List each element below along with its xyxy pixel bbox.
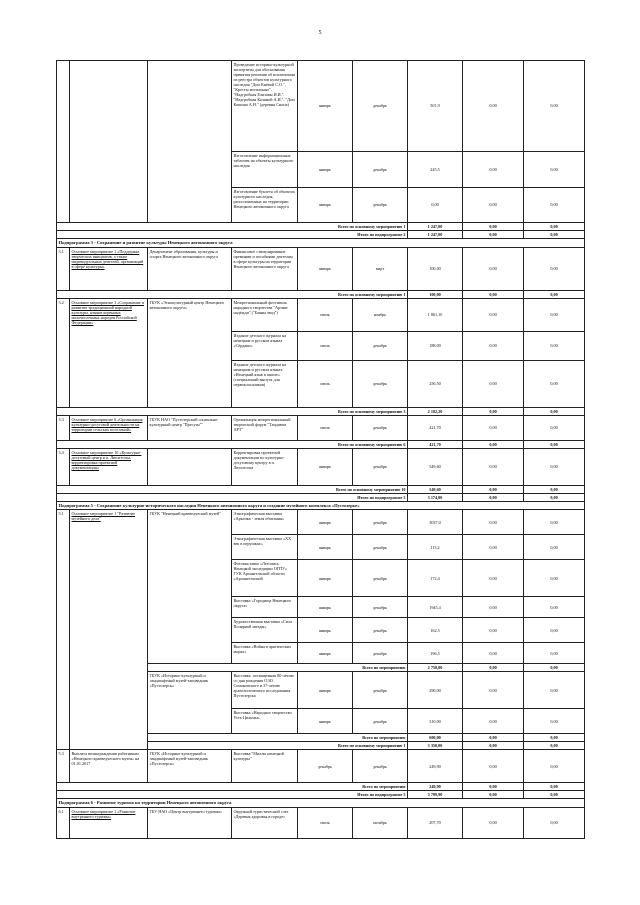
table-row: Издание детского журнала на ненецком и русском языках «Ненецкий язык в школе» (специальный выпуск для первоклассников) июль декабрь 256,50 0,00 0,00 [57,360,585,407]
page-number: 5 [318,30,322,36]
table-row: 5.1 Основное мероприятие 1 "Развитие музейного дела" ГБУК "Ненецкий краеведческий музей" Этнографическая выставка «Арктика - земля обитания» январь декабрь 3037,0 0,00 0,00 [57,510,585,535]
total-row: Всего по основному мероприятию 10 549,60 0,00 0,00 [57,485,585,493]
table-row: 3.4 Основное мероприятие 10 «Культурно-досуговый центр в п. Люситсока, корректировка проектной документации» Корректировка проектной документации по культурно-досуговому центру в п. Люситсока январь декабрь 549,60 0,00 0,00 [57,448,585,485]
table-row: Фотовыставка «Летопись Ненецкой экспедиции ОГПУ» ГУК Архангельской области «Архангельский январь декабрь 172,4 0,00 0,00 [57,560,585,597]
total-row: Всего по основному мероприятию 3 2 102,20 0,00 0,00 [57,407,585,415]
table-row: 3.2 Основное мероприятие 3 «Сохранение и развитие традиционной народной культуры, языков коренных малочисленных народов Российской Федерации» ГБУК «Этнокультурный центр Ненецкого автономного округа» Межрегиональный фестиваль народного творчества "Артинг надёжди" ("Баяны звод") июль ноябрь 1 861,10 0,00 0,00 [57,298,585,331]
total-row: Всего по основному мероприятию 1 3 350,00 0,00 0,00 [57,742,585,750]
table-row: Выставка «Народное творчество Усть-Цильмы» январь декабрь 310,00 0,00 0,00 [57,709,585,734]
section-header: Подпрограмма 5 - Сохранение культурно-исторического наследия Ненецкого автономного округа и создание музейного комплекса «Пустозерье» [57,501,585,510]
section-header: Подпрограмма 6 - Развитие туризма на территории Ненецкого автономного округа [57,799,585,808]
total-row: Всего по основному мероприятию 1 1 247,00 0,00 0,00 [57,223,585,231]
total-row: Итого по подпрограмме 3 3 174,00 0,00 0,00 [57,493,585,501]
total-row: Итого по подпрограмме 5 3 799,90 0,00 0,00 [57,791,585,799]
total-row: Всего по основному мероприятию 1 100,00 0,00 0,00 [57,290,585,298]
table-row: 3.3 Основное мероприятие 6 «Организация культурно-досуговой деятельности на территории сельских поселений» ГБУК НАО "Пустозерский социально-культурный центр "Пресуэн"" Организация межрегиональный творческий форум "Тандавэм АРТ" июль декабрь 421,70 0,00 0,00 [57,415,585,440]
section-header: Подпрограмма 3 - Сохранение и развитие культуры Ненецкого автономного округа [57,239,585,248]
table-row: Художественная выставка «Сила Полярной звезды» январь декабрь 162,5 0,00 0,00 [57,618,585,643]
table-row: Проведение историко-культурной экспертизы для обоснования принятия решения об исключении из реестра объектов культурного наследия "Дом Кнёвой С.О.", "Кресты могильные", "Надгробная Елизавы И.И.", "Надгробная Козиной А.И.", "Дом Кошина А.Н." (деревня Снопа) январь декабрь 501,9 0,00 0,00 [57,61,585,152]
total-row: Всего по мероприятию 249,90 0,00 0,00 [57,783,585,791]
table-row: Изготовление буклета об объектах культурного наследия, расположенных на территории Ненецкого автономного округа январь декабрь 0,00 0,00 0,00 [57,188,585,223]
table-row: Выставка «Война в арктических морях» январь декабрь 196,5 0,00 0,00 [57,643,585,664]
table-row: 6.1 Основное мероприятие 1 «Развитие внутреннего туризма» ГБУ НАО «Центр внутреннего туризма» Окружной туристический слет «Деревня здоровья в городе» июль октябрь 207,70 0,00 0,00 [57,807,585,838]
total-row: Итого по подпрограмме 2 1 247,00 0,00 0,00 [57,231,585,239]
table-row: Выставка «Городища Ненецкого округа» январь декабрь 1945,4 0,00 0,00 [57,597,585,618]
total-row: Всего по основному мероприятию 6 421,70 0,00 0,00 [57,440,585,448]
total-row: Всего по мероприятию 2 750,00 0,00 0,00 [57,664,585,672]
total-row: Всего по мероприятию 600,00 0,00 0,00 [57,734,585,742]
table-row: Издание детского журнала на ненецком и русском языках «Сёрдаки» июль декабрь 188,00 0,00 0,00 [57,331,585,360]
program-table [56,60,585,839]
table-row: 3.1 Основное мероприятие 1 «Поддержка творческих инициатив, а также индивидуальных деятелей, организаций в сфере культуры» Департамент образования, культуры и спорта Ненецкого автономного округа Финансовое стимулирование премиями и пособиями деятелям в сфере культуры на территории Ненецкого автономного округа январь март 100,00 0,00 0,00 [57,247,585,290]
table-row: Этнографическая выставка «XX век в игрушках» январь декабрь 115,2 0,00 0,00 [57,535,585,560]
table-row: 5.3 Выплата вознаграждения работникам «Ненецкого краеведческого музея» на 01.01.2017 ГБУК «Историко-культурный и ландшафтный музей-заповедник «Пустозерск» Выставка "Миллы ненецкой культуры" декабрь декабрь 249,90 0,00 0,00 [57,750,585,783]
table-row: Изготовление информационных табличек на объекты культурного наследия январь декабрь 245,5 0,00 0,00 [57,152,585,188]
table-row: ГБУК «Историко-культурный и ландшафтный музей-заповедник «Пустозерск» Выставка, посвященная 80-летию со дня рождения О.Ю. Сомоновского и 37-летию археологического исследования Пустозерска январь декабрь 290,00 0,00 0,00 [57,672,585,709]
